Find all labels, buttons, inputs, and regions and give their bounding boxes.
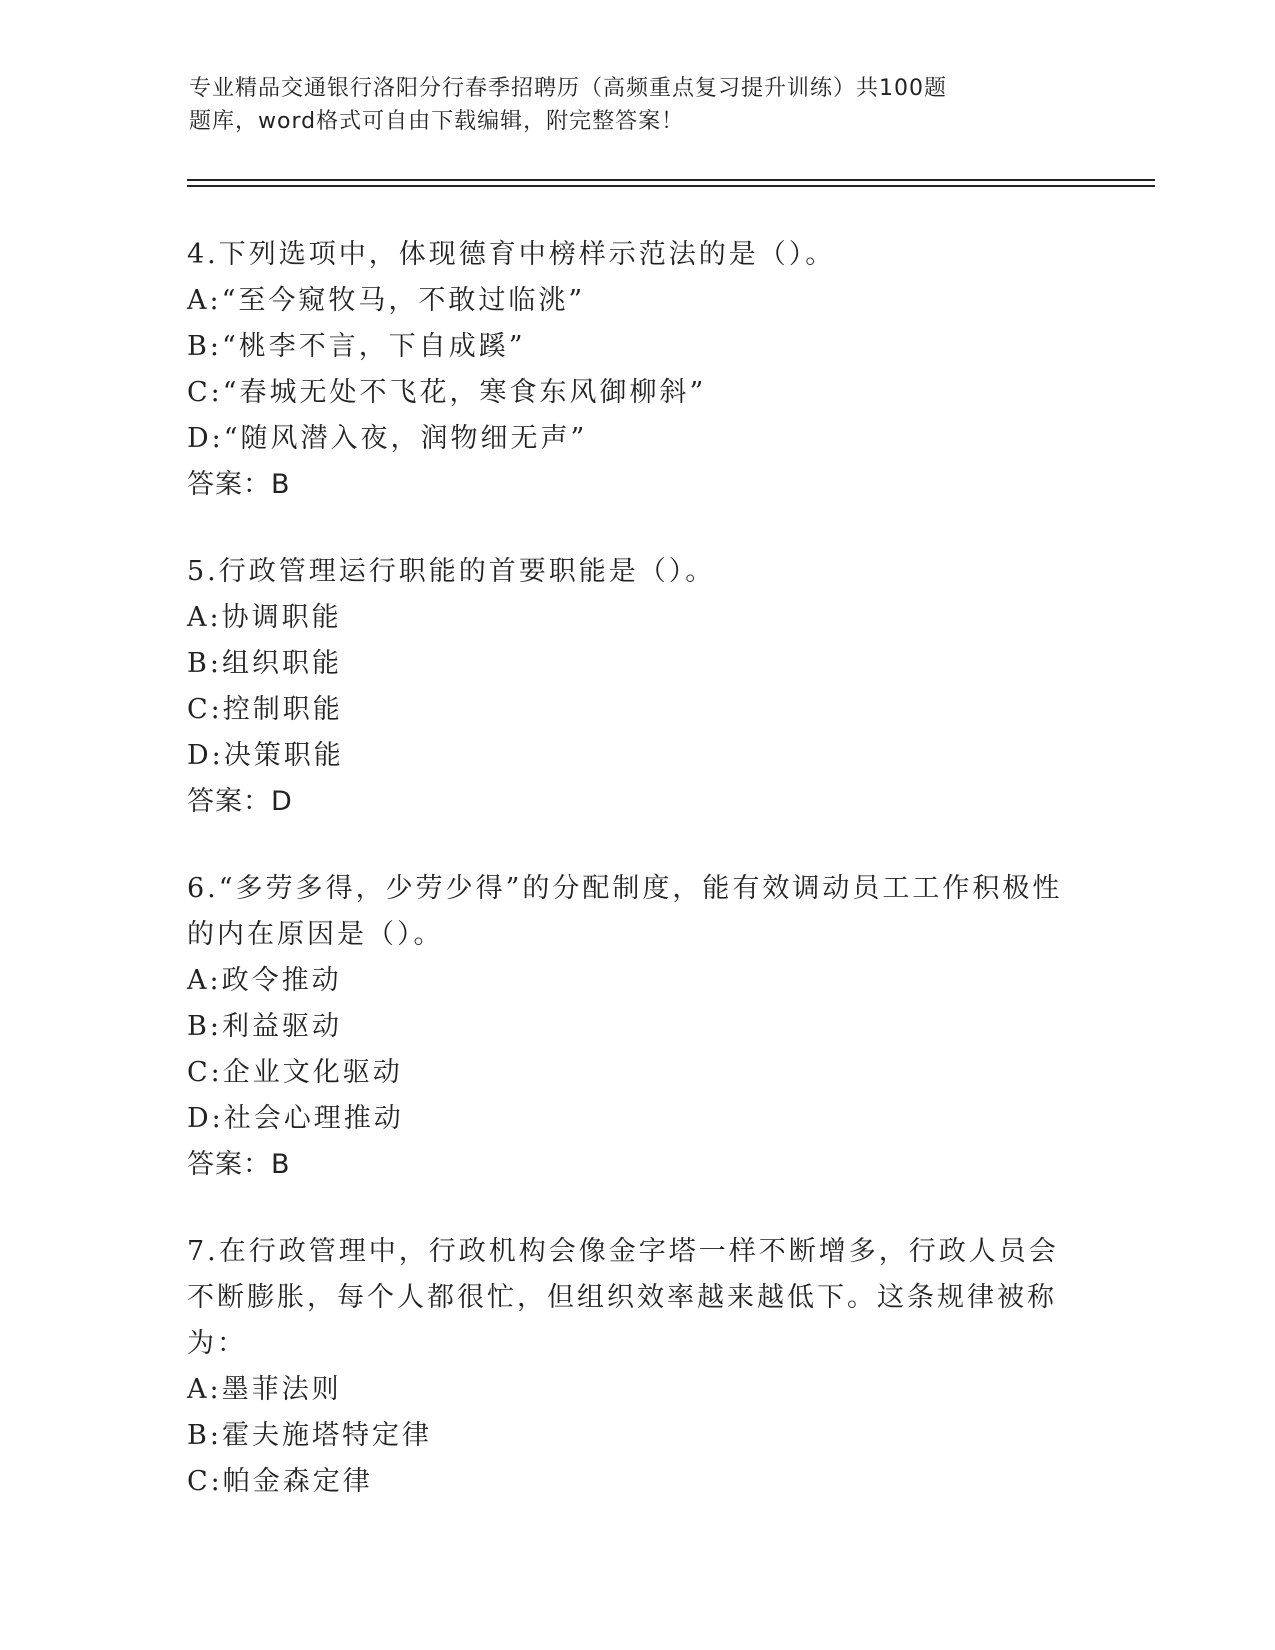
option-c: C:控制职能 [187,694,343,725]
header-line-2: 题库，word格式可自由下载编辑，附完整答案！ [189,109,685,134]
option-d: D:“随风潜入夜，润物细无声” [187,423,588,454]
option-a: A:政令推动 [187,965,342,996]
question-7 [187,1229,1087,1505]
question-stem: 4.下列选项中，体现德育中榜样示范法的是（）。 [187,239,836,270]
question-stem: 5.行政管理运行职能的首要职能是（）。 [187,556,716,587]
option-b: B:“桃李不言，下自成蹊” [187,331,526,362]
option-a: A:协调职能 [187,602,342,633]
option-d: D:决策职能 [187,740,344,771]
option-a: A:墨菲法则 [187,1374,342,1405]
question-stem: 6.“多劳多得，少劳少得”的分配制度，能有效调动员工工作积极性的内在原因是（）。 [187,873,1063,950]
answer: 答案：B [187,469,291,500]
option-a: A:“至今窥牧马，不敢过临洮” [187,285,586,316]
answer: 答案：B [187,1149,291,1180]
option-b: B:组织职能 [187,648,342,679]
answer: 答案：D [187,786,293,817]
question-4 [187,232,1087,508]
header-divider-bottom [187,185,1155,187]
option-b: B:霍夫施塔特定律 [187,1420,432,1451]
question-list [187,232,1087,1546]
option-d: D:社会心理推动 [187,1103,404,1134]
document-header [189,72,1029,138]
question-stem: 7.在行政管理中，行政机构会像金字塔一样不断增多，行政人员会不断膨胀，每个人都很忙，但组织效率越来越低下。这条规律被称为： [187,1236,1059,1359]
option-c: C:“春城无处不飞花，寒食东风御柳斜” [187,377,707,408]
option-c: C:帕金森定律 [187,1466,373,1497]
header-divider-top [187,179,1155,181]
option-c: C:企业文化驱动 [187,1057,403,1088]
question-5 [187,549,1087,825]
header-line-1: 专业精品交通银行洛阳分行春季招聘历（高频重点复习提升训练）共100题 [189,76,947,101]
option-b: B:利益驱动 [187,1011,342,1042]
question-6 [187,866,1087,1188]
